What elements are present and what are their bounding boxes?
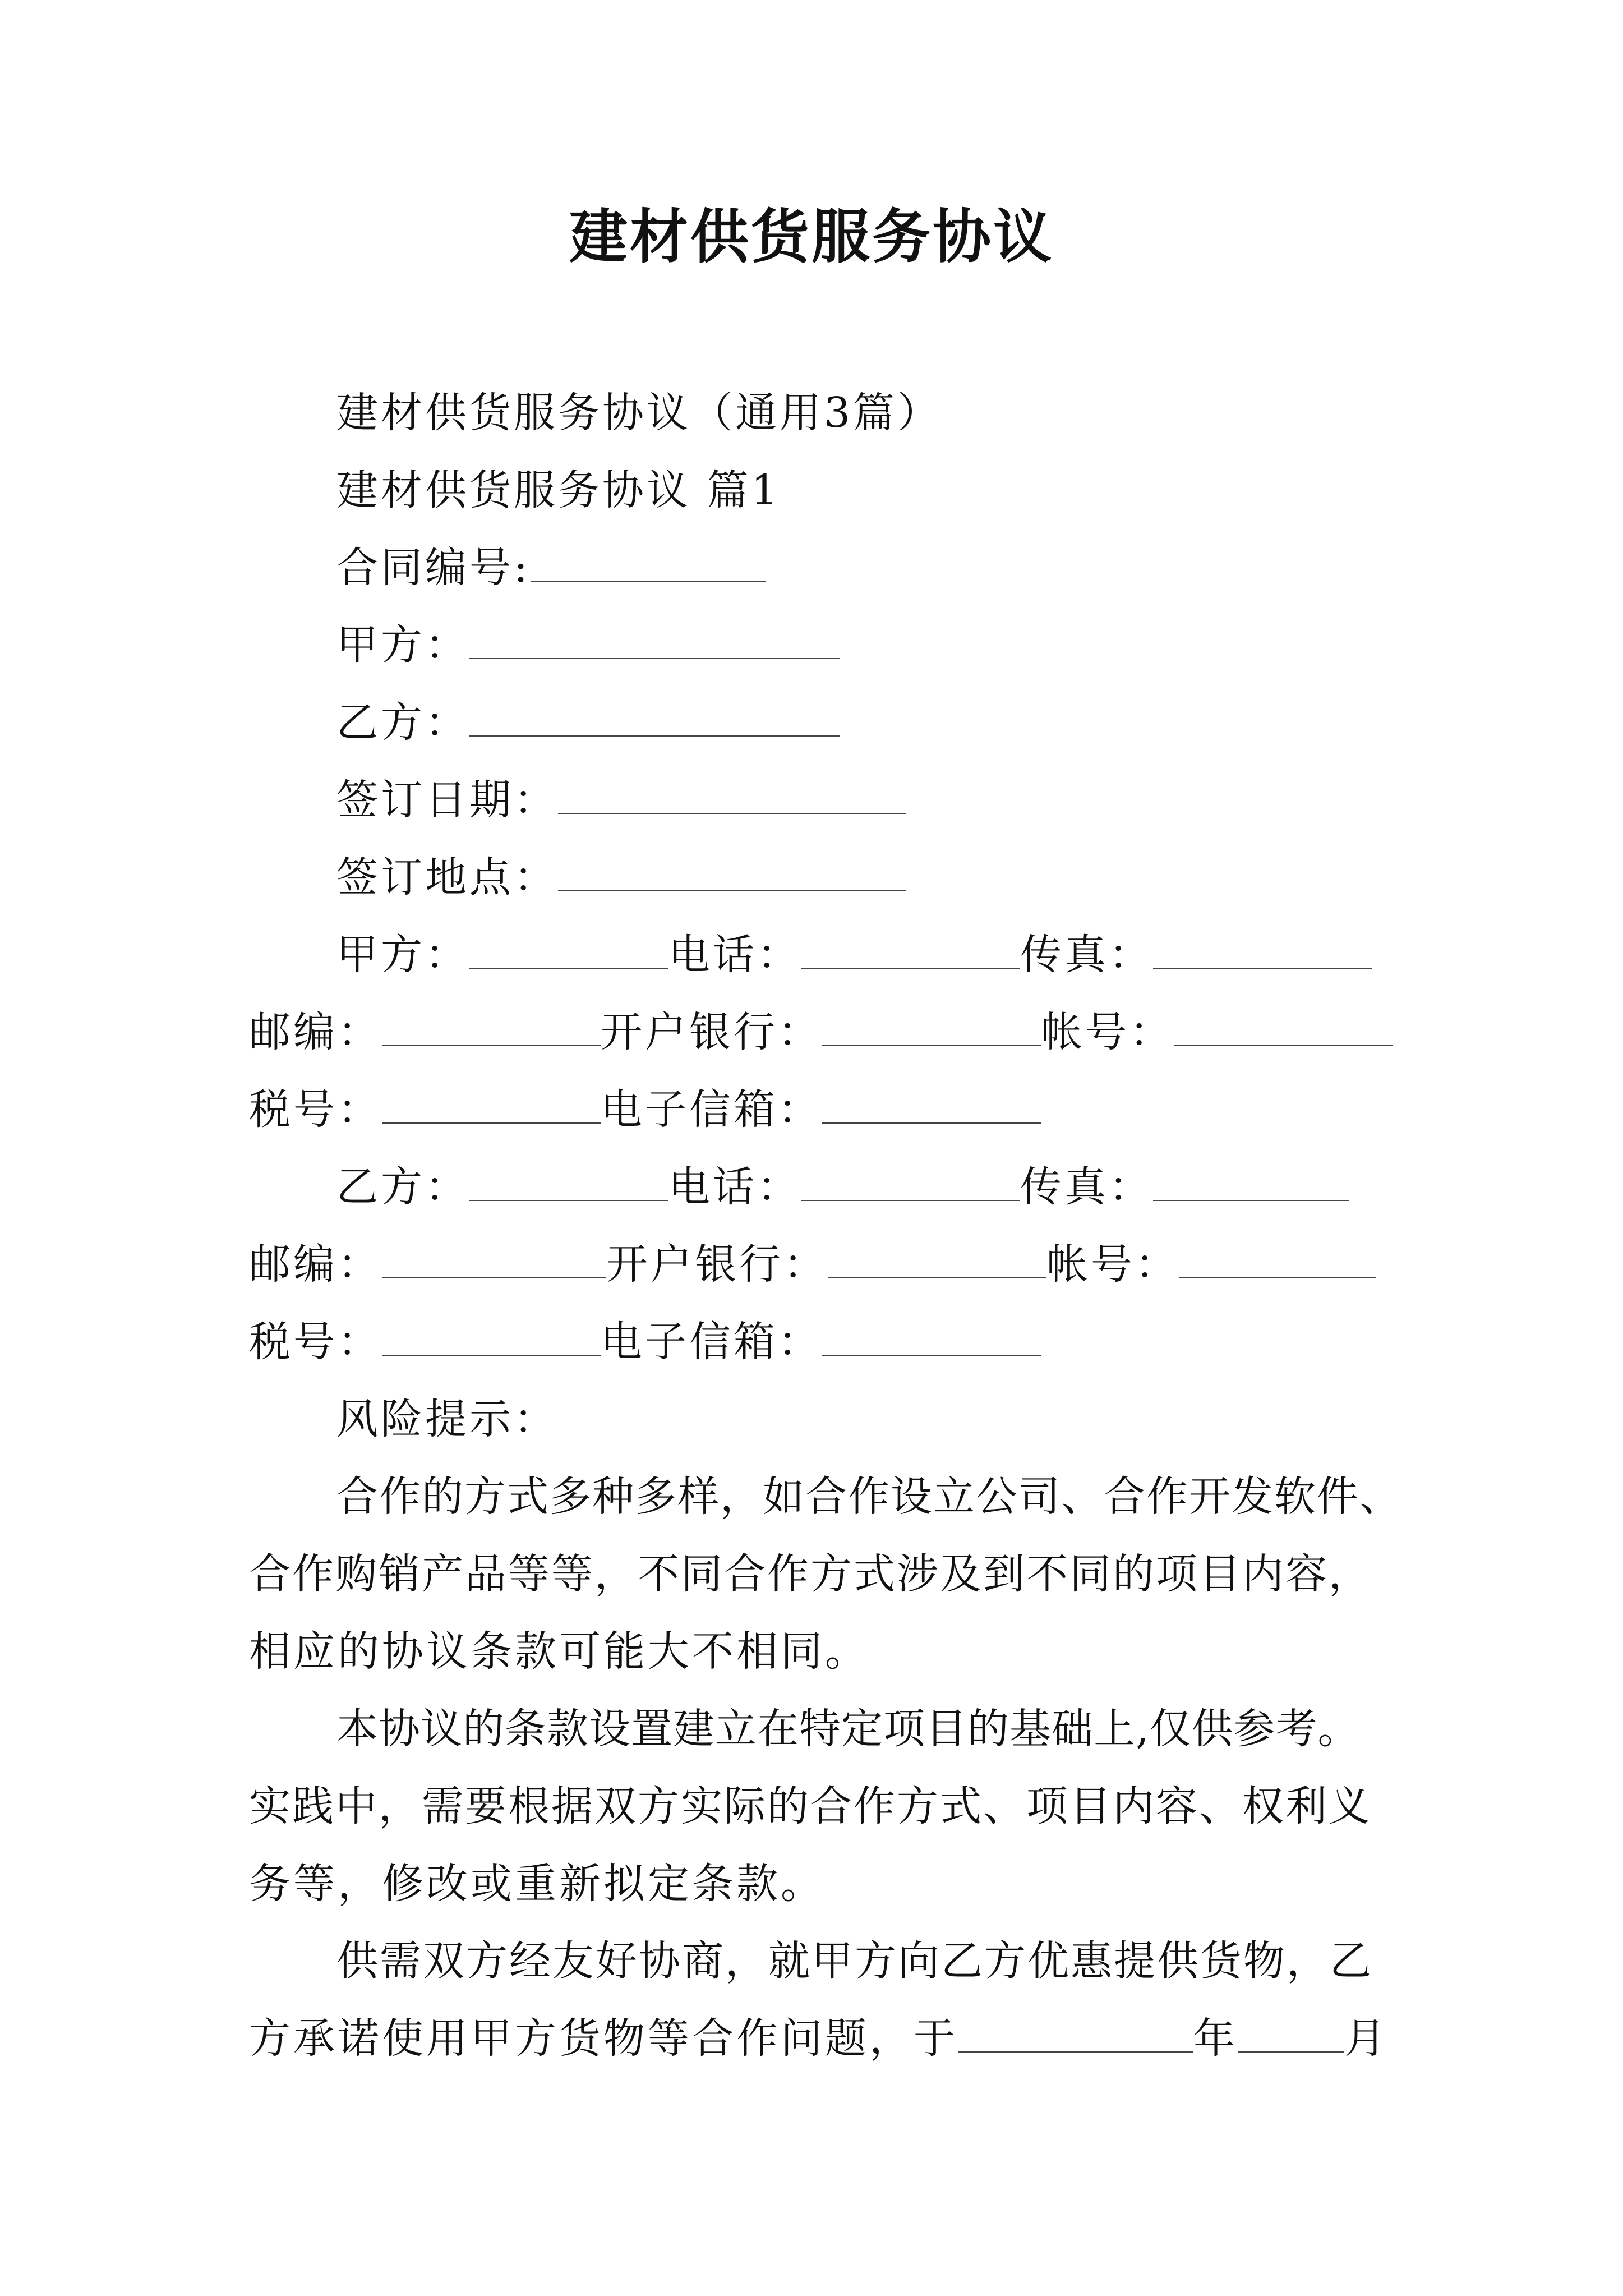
- sign-place-field: 签订地点：: [336, 849, 1402, 905]
- paragraph-line: 供需双方经友好协商，就甲方向乙方优惠提供货物，乙: [336, 1937, 1373, 1985]
- party-b-bank-line: 邮编： 开户银行： 帐号：: [249, 1236, 1399, 1292]
- paragraph-line: 合作购销产品等等，不同合作方式涉及到不同的项目内容，: [249, 1550, 1372, 1598]
- subtitle-line: 建材供货服务协议（通用3篇）: [336, 389, 942, 437]
- paragraph-line: 相应的协议条款可能大不相同。: [249, 1627, 869, 1676]
- document-title: 建材供货服务协议: [569, 202, 1054, 271]
- sign-date-field: 签订日期：: [336, 772, 1402, 828]
- party-b-tax-line: 税号： 电子信箱：: [249, 1314, 1399, 1370]
- paragraph-line: 本协议的条款设置建立在特定项目的基础上,仅供参考。: [336, 1705, 1360, 1753]
- risk-heading: 风险提示：: [336, 1395, 558, 1443]
- paragraph-line: 合作的方式多种多样，如合作设立公司、合作开发软件、: [336, 1473, 1402, 1521]
- party-a-bank-line: 邮编： 开户银行： 帐号：: [249, 1004, 1399, 1060]
- paragraph-line: 实践中，需要根据双方实际的合作方式、项目内容、权利义: [249, 1782, 1372, 1830]
- paragraph-line: 务等，修改或重新拟定条款。: [249, 1860, 825, 1908]
- party-a-contact-line: 甲方： 电话： 传真：: [336, 927, 1402, 983]
- paragraph-line: 方承诺使用甲方货物等合作问题，于 年 月: [249, 2010, 1399, 2067]
- section-heading: 建材供货服务协议 篇1: [336, 466, 781, 514]
- party-b-contact-line: 乙方： 电话： 传真：: [336, 1159, 1402, 1215]
- party-a-tax-line: 税号： 电子信箱：: [249, 1082, 1399, 1138]
- party-a-field: 甲方：: [336, 617, 1402, 673]
- contract-number-field: 合同编号:: [336, 540, 1402, 596]
- party-b-field: 乙方：: [336, 694, 1402, 751]
